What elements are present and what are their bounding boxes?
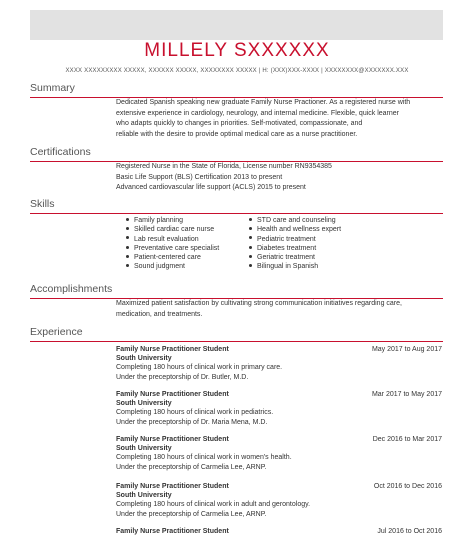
candidate-name: MILLELY SXXXXXX [144,40,330,61]
certifications-heading: Certifications [30,146,91,158]
summary-section [30,82,443,98]
bullet-icon [126,255,129,258]
certification-line: Registered Nurse in the State of Florida, License number RN9354385 [116,163,332,170]
bullet-icon [249,255,252,258]
job-date: Oct 2016 to Dec 2016 [373,483,442,490]
certifications-text [116,162,442,194]
accomplishments-heading: Accomplishments [30,283,113,295]
summary-line: Dedicated Spanish speaking new graduate Family Nurse Practioner. As a registered nurse with [116,99,411,106]
summary-line: reliable with the desire to provide optimal medical care as a nurse practitioner. [116,130,358,138]
job-detail: Completing 180 hours of clinical work in adult and gerontology. [116,501,311,509]
bullet-icon [126,236,129,239]
skill-item: Lab result evaluation [126,235,219,244]
job-date: Mar 2017 to May 2017 [371,391,442,398]
summary-text [116,98,442,140]
skill-item: STD care and counseling [249,216,341,225]
job-company: South University [116,355,172,363]
job-title: Family Nurse Practitioner Student [116,391,229,398]
job-entry [116,527,442,536]
bullet-icon [249,264,252,267]
skill-item: Sound judgment [126,262,219,271]
accomplishment-line: medication, and treatments. [116,310,203,318]
contact-line: XXXX XXXXXXXXX XXXXX, XXXXXX XXXXX, XXXXXXXX XXXXX | H: (XXX)XXX-XXXX | XXXXXXXX@XXXXXXX.XXX [65,68,409,74]
job-detail: Completing 180 hours of clinical work in pediatrics. [116,409,274,417]
summary-line: who adapts quickly to changes in priorities. Self-motivated, compassionate, and [116,120,363,127]
experience-heading: Experience [30,326,83,338]
skill-item: Skilled cardiac care nurse [126,225,219,234]
skill-item: Bilingual in Spanish [249,262,341,271]
job-detail: Under the preceptorship of Carmelia Lee, ARNP. [116,510,267,518]
experience-section [30,326,443,342]
skills-left-column [126,216,219,272]
job-company: South University [116,492,172,500]
bullet-icon [126,246,129,249]
bullet-icon [249,246,252,249]
bullet-icon [126,264,129,267]
skills-heading: Skills [30,198,55,210]
bullet-icon [249,218,252,221]
job-detail: Completing 180 hours of clinical work in women's health. [116,454,292,462]
certification-line: Basic Life Support (BLS) Certification 2013 to present [116,173,283,181]
bullet-icon [126,218,129,221]
job-detail: Under the preceptorship of Carmelia Lee, ARNP. [116,463,267,471]
job-date: May 2017 to Aug 2017 [371,346,442,353]
job-detail: Under the preceptorship of Dr. Maria Mena, M.D. [116,418,268,426]
summary-heading: Summary [30,82,75,94]
job-company: South University [116,445,172,453]
job-title: Family Nurse Practitioner Student [116,436,229,443]
certifications-section [30,146,443,162]
bullet-icon [126,227,129,230]
job-entry [116,435,442,472]
job-detail: Under the preceptorship of Dr. Butler, M.D. [116,373,249,381]
job-entry [116,482,442,519]
skill-item: Preventative care specialist [126,244,219,253]
bullet-icon [249,236,252,239]
job-entry [116,345,442,382]
header-bar [30,10,443,40]
skill-item: Patient-centered care [126,253,219,262]
section-divider [30,341,443,342]
accomplishment-line: Maximized patient satisfaction by cultivating strong communication initiatives regarding care, [116,300,402,307]
skill-item: Family planning [126,216,219,225]
accomplishments-section [30,283,443,299]
job-detail: Completing 180 hours of clinical work in primary care. [116,364,283,372]
skills-right-column [249,216,341,272]
job-date: Jul 2016 to Oct 2016 [377,528,442,535]
skills-section [30,198,443,214]
bullet-icon [249,227,252,230]
job-title: Family Nurse Practitioner Student [116,346,229,353]
skill-item: Diabetes treatment [249,244,341,253]
job-date: Dec 2016 to Mar 2017 [372,436,442,443]
skill-item: Pediatric treatment [249,235,341,244]
summary-line: extensive experience in cardiology, neurology, and internal medicine. Flexible, quick learner [116,109,400,117]
job-company: South University [116,400,172,408]
job-title: Family Nurse Practitioner Student [116,528,229,535]
job-entry [116,390,442,427]
skill-item: Health and wellness expert [249,225,341,234]
accomplishments-text [116,299,442,320]
skill-item: Geriatric treatment [249,253,341,262]
job-title: Family Nurse Practitioner Student [116,483,229,490]
section-divider [30,213,443,214]
certification-line: Advanced cardiovascular life support (ACLS) 2015 to present [116,184,306,191]
